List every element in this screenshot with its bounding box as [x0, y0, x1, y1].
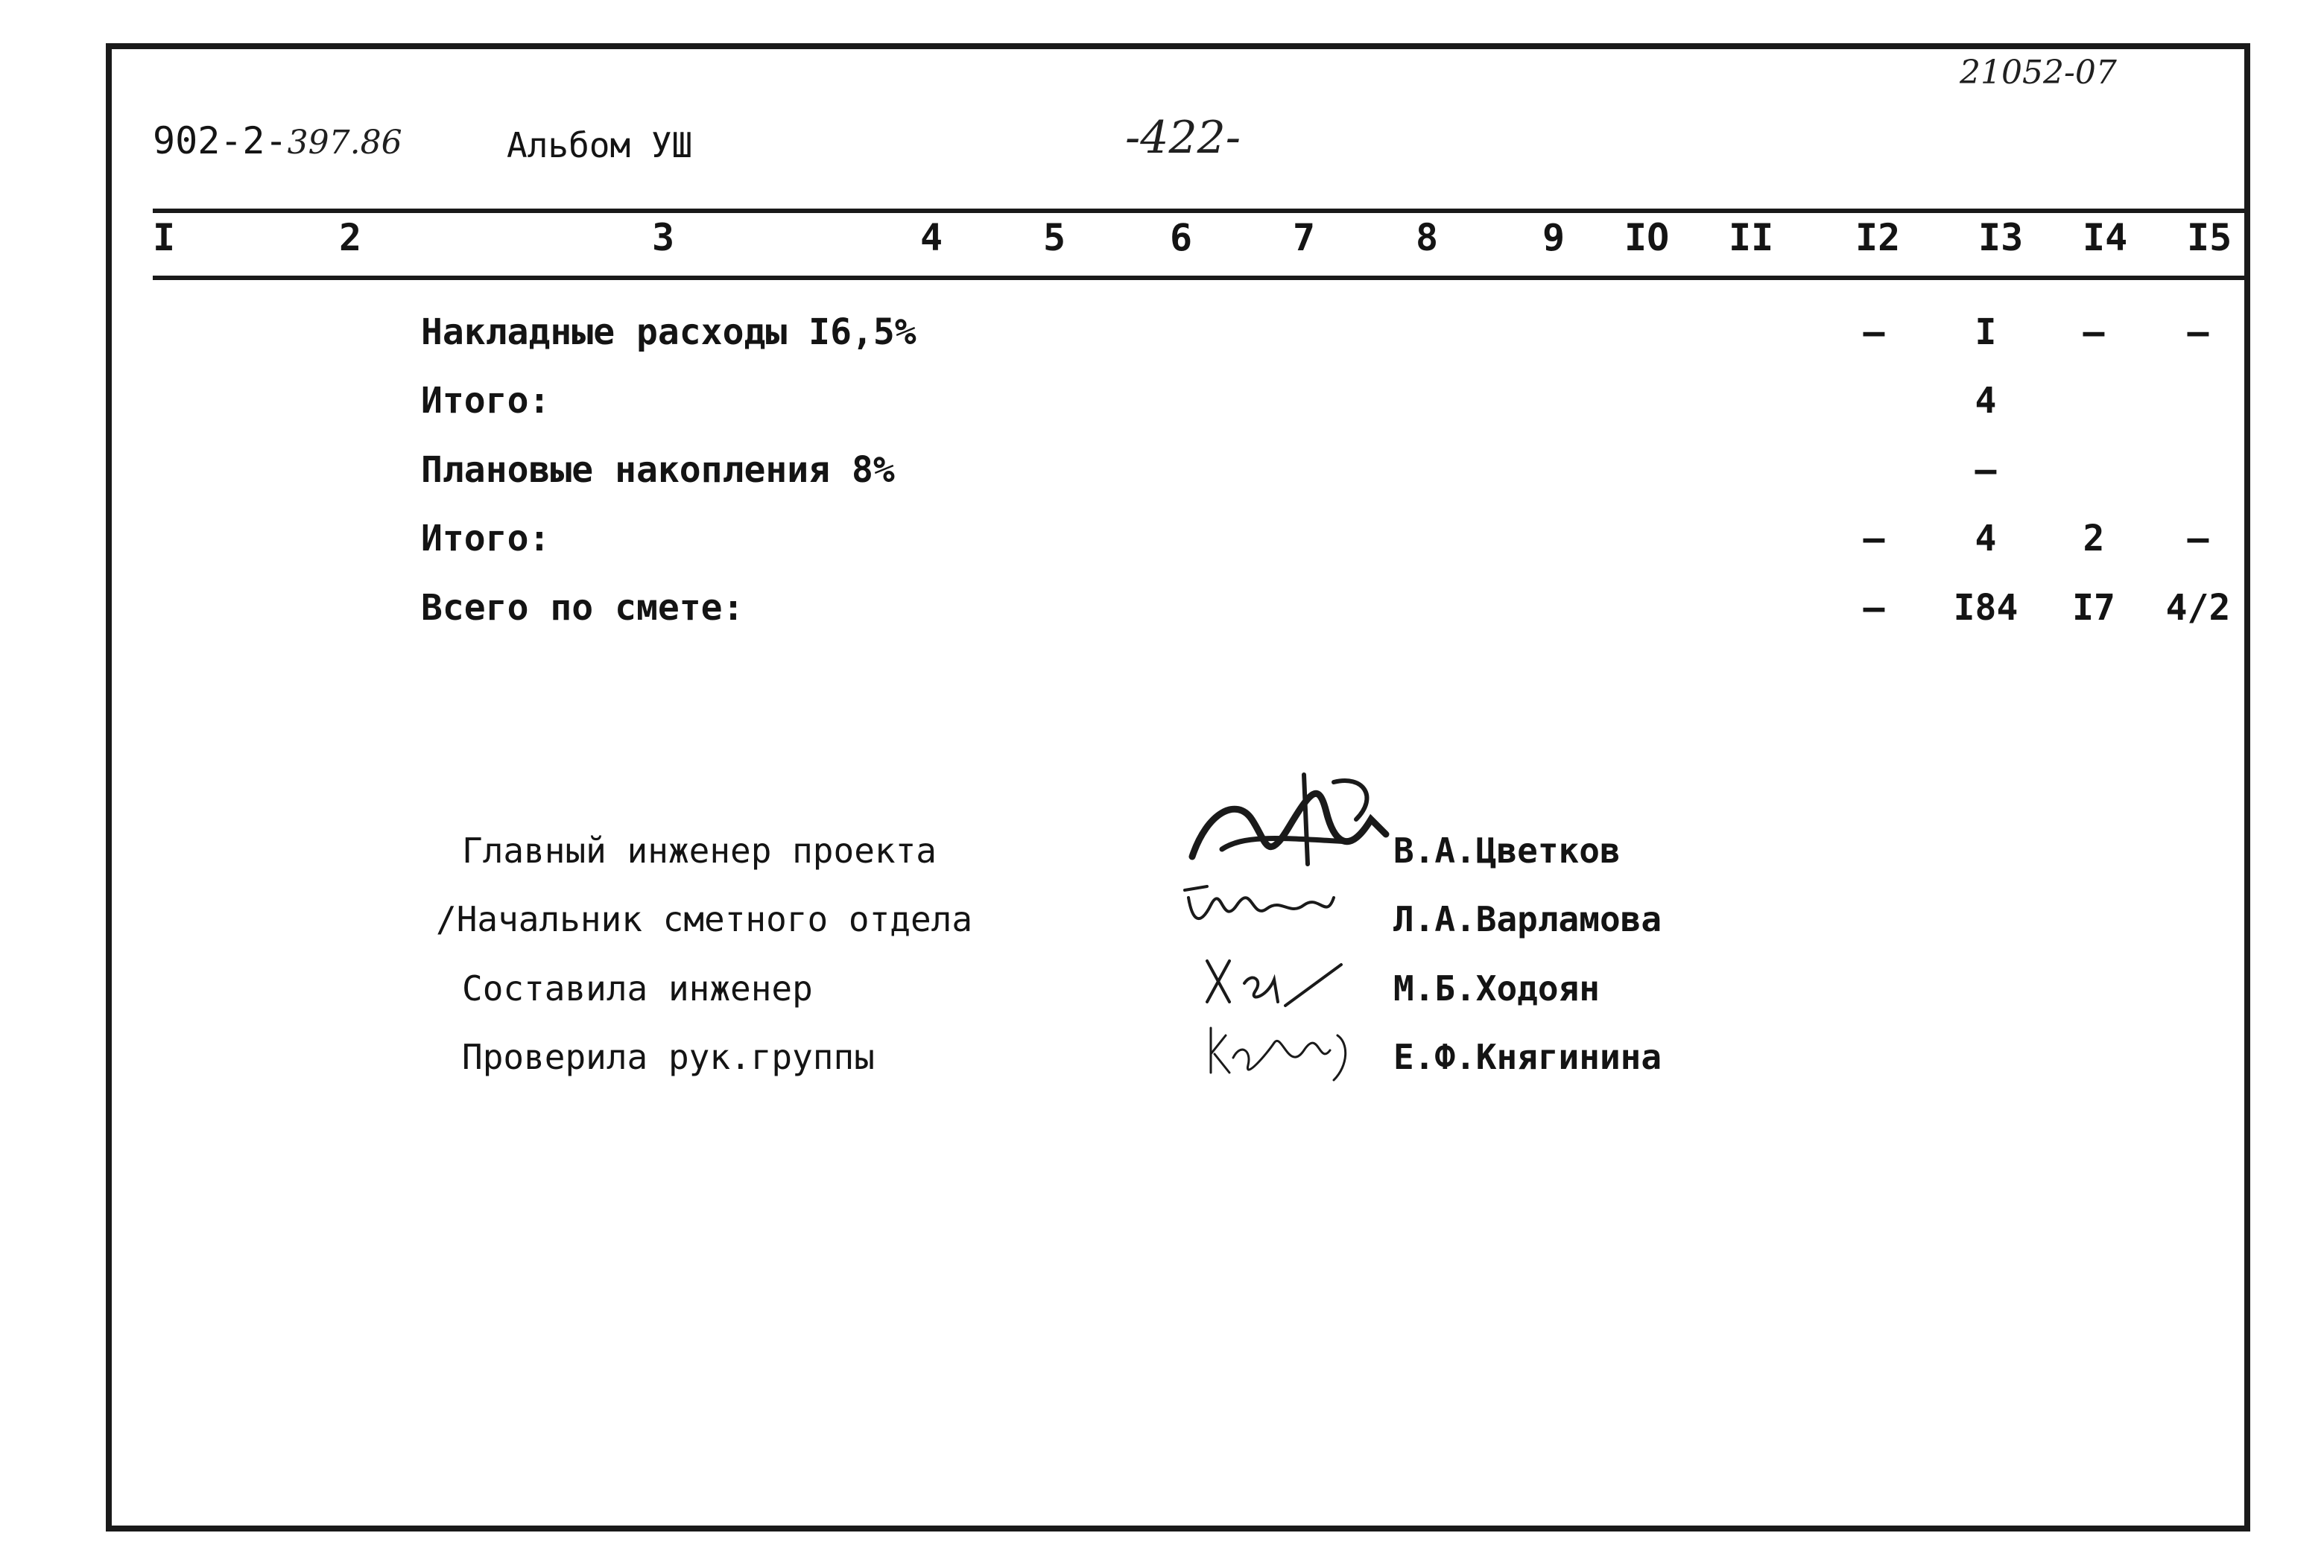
handwritten-signature-2	[1177, 875, 1349, 942]
column-header-4: 4	[920, 216, 943, 259]
column-header-7: 7	[1293, 216, 1316, 259]
signature-role-checker: Проверила рук.группы	[462, 1037, 875, 1077]
archive-number: 21052-07	[1960, 54, 2117, 92]
handwritten-signature-1	[1177, 767, 1393, 879]
document-code-prefix: 902-2-	[153, 119, 288, 162]
page-number: -422-	[1125, 112, 1241, 164]
document-code	[153, 119, 402, 162]
row-label-overhead: Накладные расходы I6,5%	[421, 311, 916, 353]
column-header-6: 6	[1170, 216, 1193, 259]
row-3-col-14: 2	[2083, 518, 2105, 559]
album-title: Альбом УШ	[507, 125, 693, 165]
row-3-col-15: –	[2187, 518, 2209, 559]
signature-name-compiler: М.Б.Ходоян	[1393, 968, 1600, 1009]
row-label-planned-savings: Плановые накопления 8%	[421, 449, 895, 491]
row-label-subtotal-2: Итого:	[421, 518, 551, 559]
row-3-col-12: –	[1863, 518, 1885, 559]
signature-role-estimates-head: /Начальник сметного отдела	[436, 899, 973, 939]
row-3-col-13: 4	[1975, 518, 1997, 559]
row-0-col-12: –	[1863, 311, 1885, 353]
row-2-col-13: –	[1975, 449, 1997, 491]
column-header-12: I2	[1855, 216, 1901, 259]
column-header-14: I4	[2083, 216, 2128, 259]
row-4-col-15: 4/2	[2165, 587, 2231, 629]
handwritten-signature-4	[1200, 1013, 1364, 1088]
column-header-5: 5	[1043, 216, 1066, 259]
column-header-3: 3	[652, 216, 675, 259]
row-0-col-14: –	[2083, 311, 2105, 353]
column-header-10: IO	[1624, 216, 1670, 259]
column-header-1: I	[153, 216, 176, 259]
document-code-handwritten: 397.86	[287, 124, 402, 162]
row-label-subtotal: Итого:	[421, 380, 551, 422]
signature-name-chief-engineer: В.А.Цветков	[1393, 831, 1621, 871]
handwritten-signature-3	[1192, 946, 1356, 1013]
header-top-rule	[153, 209, 2250, 213]
column-header-8: 8	[1416, 216, 1439, 259]
column-header-9: 9	[1542, 216, 1565, 259]
column-header-13: I3	[1978, 216, 2024, 259]
signature-name-estimates-head: Л.А.Варламова	[1393, 899, 1662, 939]
row-4-col-13: I84	[1953, 587, 2019, 629]
signature-name-checker: Е.Ф.Княгинина	[1393, 1037, 1662, 1077]
row-0-col-13: I	[1975, 311, 1997, 353]
row-0-col-15: –	[2187, 311, 2209, 353]
row-4-col-14: I7	[2072, 587, 2115, 629]
row-4-col-12: –	[1863, 587, 1885, 629]
header-bottom-rule	[153, 276, 2250, 280]
row-1-col-13: 4	[1975, 380, 1997, 422]
column-header-2: 2	[339, 216, 362, 259]
column-header-11: II	[1729, 216, 1774, 259]
row-label-grand-total: Всего по смете:	[421, 587, 744, 629]
signature-role-chief-engineer: Главный инженер проекта	[462, 831, 937, 871]
signature-role-compiler: Составила инженер	[462, 968, 813, 1009]
column-header-15: I5	[2187, 216, 2232, 259]
